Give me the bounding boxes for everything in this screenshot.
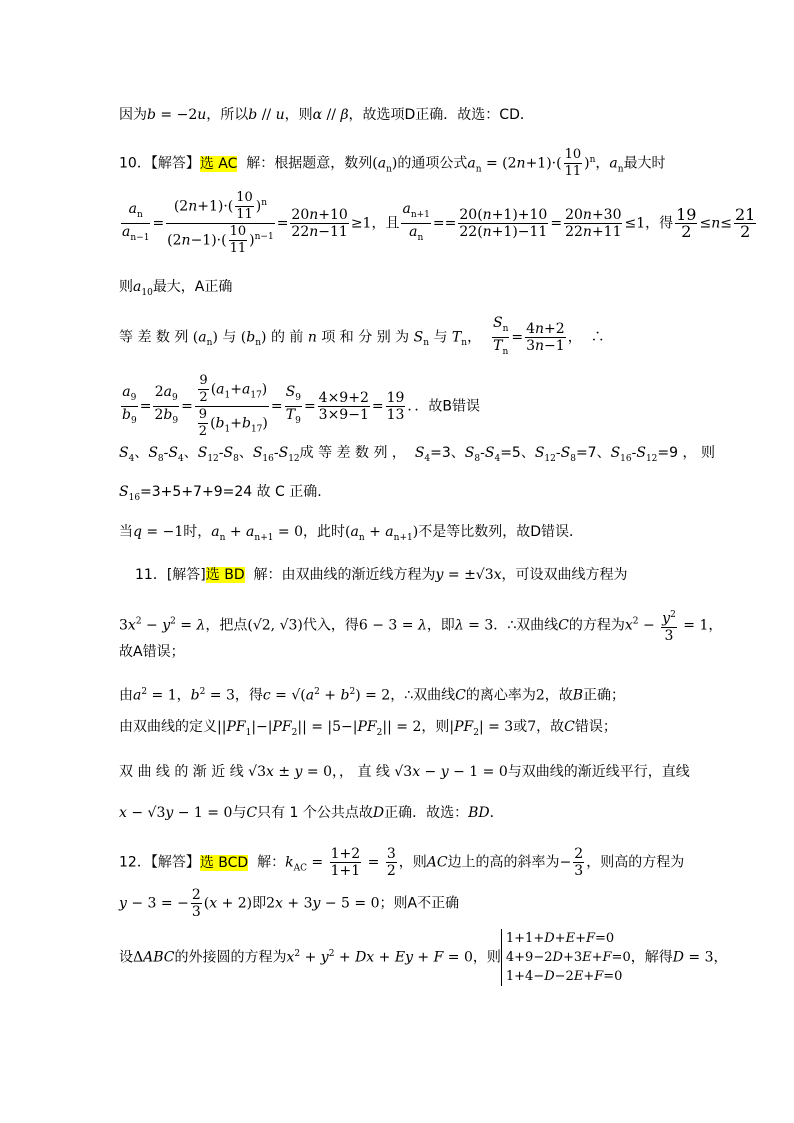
q10-line5: $\frac{a_9}{b_9}$ = $\frac{2a_9}{2b_9}$ = $\frac{9}{2}$ $(a_1+a_{17})$ $\frac{9}{2}$ $(b_1+b_{17})$ = $\frac{S_9}{T_9}$ = $\frac{4\times 9+2}{3\times 9-1}$ = $\frac{19}{13}$ ．．故B错误 (122, 373, 481, 439)
answer-highlight: 选 BCD (199, 854, 249, 871)
q11-line7: x − √3y − 1 = 0与C只有 1 个公共点故D正确．故选：BD． (119, 805, 504, 821)
q12-line2: y − 3 = − $\frac{2}{3}$ (x + 2)即2x + 3y − 5 = 0；则A不正确 (119, 887, 460, 920)
q10-inequality: $\frac{a_n}{a_{n-1}}$ = (2n+1)·( $\frac{10}{11}$ )$^n$ (2n−1)·( $\frac{10}{11}$ )$^{n-1}$ = $\frac{20n+10}{22n-11}$ ≥1，且 $\frac{a_{n+1}}{a_n}$ == $\frac{20(n+1)+10}{22(n+1)-11}$ = $\frac{20n+30}{22n+11}$ ≤1，得 $\frac{19}{2}$ ≤n≤ $\frac{21}{2}$ (122, 190, 756, 256)
q12-line3: 设ΔABC的外接圆的方程为$x^2 + y^2 + Dx + Ey + F = 0$，则 1+1+D+E+F=0 4+9−2D+3E+F=0 1+4−D−2E+F=0 ，解得D = 3， (119, 931, 728, 984)
q10-header: 10．【解答】选 AC 解：根据题意，数列$(a_n)$的通项公式$a_n = (2n+1)\cdot$( $\frac{10}{11}$ )$^n$，$a_n$最大时 (119, 147, 666, 179)
q10-line8: 当q = −1时，$a_n + a_{n+1} = 0$，此时$(a_n + a_{n+1})$不是等比数列，故D错误． (119, 524, 583, 543)
answer-highlight: 选 BD (205, 567, 245, 583)
answer-highlight: 选 AC (199, 155, 238, 172)
q11-line5: 由双曲线的定义$||PF_1|-|PF_2|| = |5-|PF_2|| = 2$，则$|PF_2| = 3$或7，故C错误； (119, 719, 617, 738)
line-1: 因为b = −2u，所以b // u，则α // β，故选项D正确．故选：CD． (119, 107, 534, 123)
q10-line4: 等 差 数 列 $(a_n)$ 与 $(b_n)$ 的 前 n 项 和 分 别 为 $S_n$ 与 $T_n$， $\frac{S_n}{T_n}$ = $\frac{4n+2}{3n-1}$ ， ∴ (119, 315, 605, 357)
q12-header: 12．【解答】选 BCD 解：$k_{AC}$ = $\frac{1+2}{1+1}$ = $\frac{3}{2}$ ，则AC边上的高的斜率为− $\frac{2}{3}$ ，则高的方程为 (119, 846, 685, 879)
q11-line6: 双 曲 线 的 渐 近 线 √3x ± y = 0，， 直 线 √3x − y − 1 = 0与双曲线的渐近线平行，直线 (119, 764, 690, 780)
q10-line6: $S_4$、$S_8-S_4$、$S_{12}-S_8$、$S_{16}-S_{12}$成 等 差 数 列 ， $S_4=3$、$S_8-S_4=5$、$S_{12}-S_8=7$、$S_{16}-S_{12}=9$ ， 则 (119, 445, 715, 464)
equation-system: 1+1+D+E+F=0 4+9−2D+3E+F=0 1+4−D−2E+F=0 (501, 929, 631, 986)
q11-line3: 故A错误； (119, 644, 185, 660)
q10-line3: 则$a_{10}$最大，A正确 (119, 279, 233, 298)
q10-line7: $S_{16}=3+5+7+9=24$ 故 C 正确. (119, 484, 322, 503)
q11-line2: $3x^2 - y^2 = \lambda$，把点(√2, √3)代入，得6 − 3 = λ，即λ = 3．∴双曲线C的方程为$x^2$ − $\frac{y^2}{3}$ = 1， (119, 607, 722, 644)
q11-line4: 由$a^2 = 1$，$b^2 = 3$，得$c = √(a^2 + b^2) = 2$，∴双曲线C的离心率为2，故B正确； (119, 687, 626, 704)
q11-header: 11．[解答]选 BD 解：由双曲线的渐近线方程为y = ±√3x，可设双曲线方程为 (135, 567, 628, 583)
